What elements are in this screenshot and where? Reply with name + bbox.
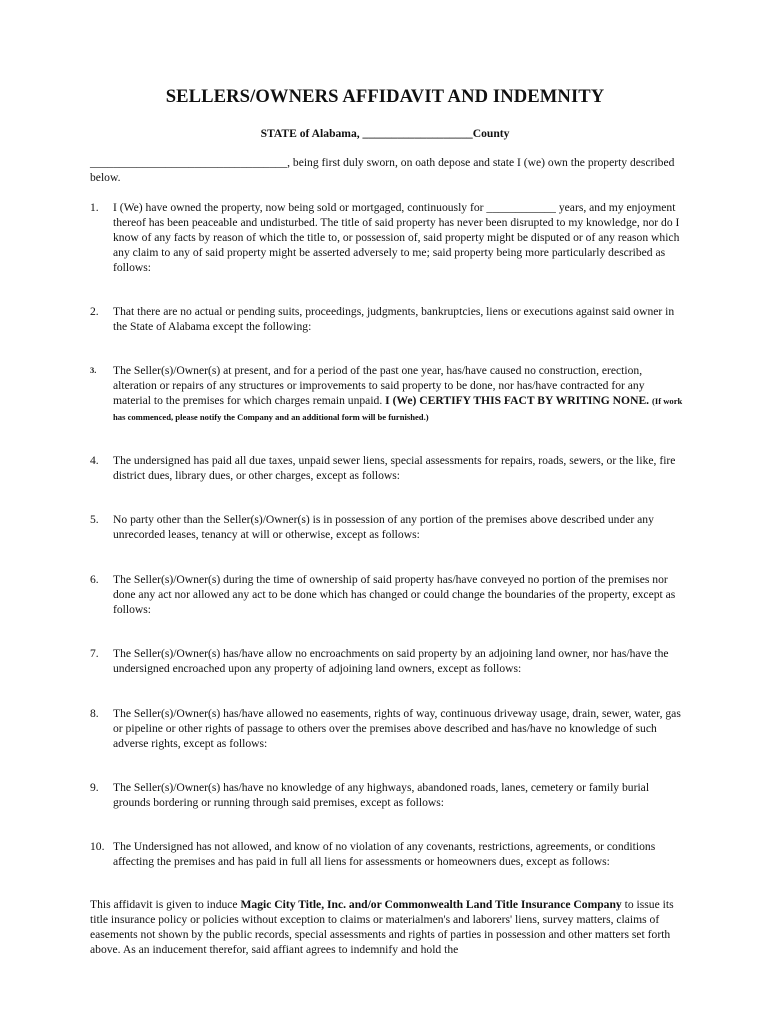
- clause-number: 10.: [90, 840, 105, 853]
- clause-text: The Seller(s)/Owner(s) has/have allowed no easements, rights of way, continuous driveway usage, drain, sewer, water, gas or pipeline or other rights of passage to others over the premises above described and has/have no knowledge of such adverse rights, except as follows:: [113, 707, 681, 750]
- clause-text: The Seller(s)/Owner(s) has/have no knowledge of any highways, abandoned roads, lanes, cemetery or family burial grounds bordering or running through said premises, except as follows:: [113, 781, 650, 809]
- clause-number: 3.: [90, 365, 97, 375]
- certify-statement: I (We) CERTIFY THIS FACT BY WRITING NONE.: [385, 394, 650, 407]
- clause-number: 5.: [90, 513, 99, 526]
- clause-8: [90, 706, 690, 751]
- clause-number: 4.: [90, 454, 99, 467]
- clause-1: [90, 200, 690, 275]
- clause-number: 6.: [90, 573, 99, 586]
- clause-text: [113, 363, 683, 425]
- clause-number: 1.: [90, 201, 99, 214]
- clause-10: [90, 839, 690, 869]
- clause-2: [90, 304, 690, 334]
- clause-4: [90, 453, 690, 483]
- work-commenced-note: (If work has commenced, please notify the Company and an additional form will be furnished.): [113, 396, 683, 422]
- clause-text: The undersigned has paid all due taxes, unpaid sewer liens, special assessments for repairs, roads, sewers, or the like, fire district dues, library dues, or other charges, except as follows:: [113, 454, 676, 482]
- clause-3: [90, 363, 690, 425]
- closing-paragraph: [90, 897, 690, 957]
- clause-text: That there are no actual or pending suits, proceedings, judgments, bankruptcies, liens or executions against said owner in the State of Alabama except the following:: [113, 305, 675, 333]
- clause-text: I (We) have owned the property, now being sold or mortgaged, continuously for ____________ years, and my enjoyment thereof has been peaceable and undisturbed. The title of said property has never been disrupted to my knowledge, nor do I know of any facts by reason of which the title to, or possession of, said property might be disputed or of any reason which any claim to any of said property might be asserted adversely to me; said property being more particularly described as follows:: [113, 201, 680, 274]
- clause-text: The Seller(s)/Owner(s) has/have allow no encroachments on said property by an adjoining land owner, nor has/have the undersigned encroached upon any property of adjoining land owners, except as follows:: [113, 647, 669, 675]
- clause-9: [90, 780, 690, 810]
- clause-number: 2.: [90, 305, 99, 318]
- title-companies: Magic City Title, Inc. and/or Commonwealth Land Title Insurance Company: [240, 898, 622, 911]
- closing-lead: This affidavit is given to induce: [90, 898, 238, 911]
- clause-5: [90, 512, 690, 542]
- closing-rest: to issue its title insurance policy or policies without exception to claims or materialmen's and laborers' liens, survey matters, claims of easements not shown by the public records, special assessments and rights of parties in possession and other matters set forth above. As an inducement therefor, said affiant agrees to indemnify and hold the: [90, 898, 674, 956]
- clause-text: The Seller(s)/Owner(s) during the time of ownership of said property has/have conveyed no portion of the premises nor done any act nor allowed any act to be done which has changed or could change the boundaries of the property, except as follows:: [113, 573, 676, 616]
- clause-6: [90, 572, 690, 617]
- clause-7: [90, 646, 690, 676]
- document-title: SELLERS/OWNERS AFFIDAVIT AND INDEMNITY: [165, 86, 605, 107]
- clause-text-regular: The Seller(s)/Owner(s) at present, and for a period of the past one year, has/have caused no construction, erection, alteration or repairs of any structures or improvements to said property to be done, nor has/have contracted for any material to the premises for which charges remain unpaid.: [113, 364, 645, 407]
- clause-text: The Undersigned has not allowed, and know of no violation of any covenants, restrictions, agreements, or conditions affecting the premises and has paid in full all liens for assessments or homeowners dues, except as follows:: [113, 840, 656, 868]
- state-county-line: STATE of Alabama, ___________________County: [260, 127, 510, 140]
- clause-number: 9.: [90, 781, 99, 794]
- clause-number: 7.: [90, 647, 99, 660]
- clause-number: 8.: [90, 707, 99, 720]
- clause-text: No party other than the Seller(s)/Owner(s) is in possession of any portion of the premises above described under any unrecorded leases, tenancy at will or otherwise, except as follows:: [113, 513, 654, 541]
- intro-paragraph: __________________________________, being first duly sworn, on oath depose and state I (we) own the property described below.: [90, 156, 675, 184]
